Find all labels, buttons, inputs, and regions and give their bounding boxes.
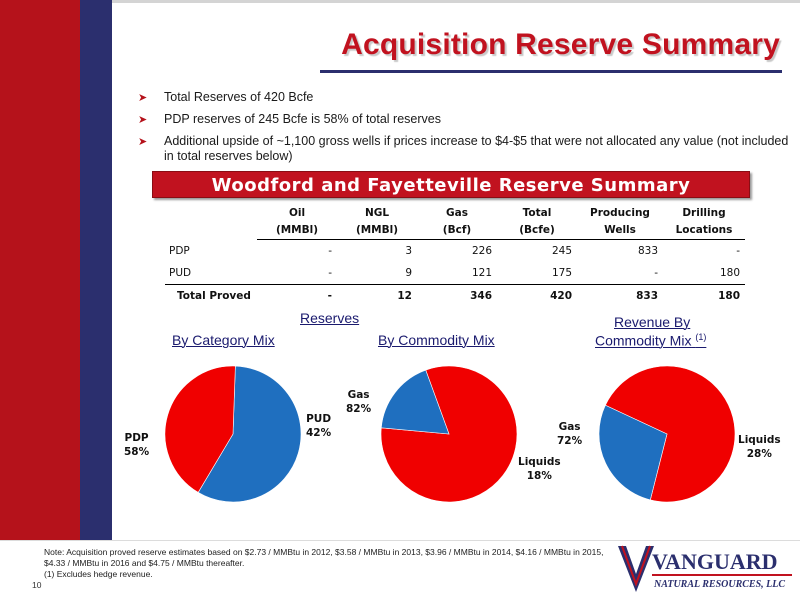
commodity-pie-chart	[378, 363, 520, 505]
pie-label-liquids: Liquids 28%	[738, 434, 781, 460]
table-cell: 245	[551, 245, 572, 257]
table-row	[165, 262, 745, 285]
pie-slices	[599, 366, 735, 502]
row-label: Total Proved	[165, 285, 257, 308]
table-cell: 180	[719, 267, 740, 279]
reserve-summary-banner: Woodford and Fayetteville Reserve Summary	[152, 171, 750, 198]
bullet-text: PDP reserves of 245 Bcfe is 58% of total reserves	[164, 112, 441, 126]
logo-rule	[652, 574, 792, 576]
table-cell: -	[328, 267, 332, 279]
category-pie-chart	[162, 363, 304, 505]
bullet-item	[138, 90, 793, 105]
by-category-heading: By Category Mix	[172, 332, 275, 348]
bullet-text: Additional upside of ~1,100 gross wells if prices increase to $4-$5 that were not allocated any value (not included in total reserves below)	[164, 134, 789, 163]
pie-label-gas: Gas 82%	[346, 389, 372, 415]
table-cell: 121	[471, 267, 492, 279]
bullet-list	[138, 90, 793, 171]
column-unit: Locations	[663, 222, 745, 240]
table-cell: -	[328, 245, 332, 257]
table-cell: 833	[577, 285, 663, 308]
page-number: 10	[32, 580, 42, 590]
table-cell: 226	[471, 245, 492, 257]
revenue-commodity-heading: Commodity Mix $^{(1)}$	[595, 332, 707, 349]
table-cell: 175	[551, 267, 572, 279]
arrow-bullet-icon: ➤	[138, 92, 148, 104]
pie-label-liquids: Liquids 18%	[518, 456, 561, 482]
table-cell: 833	[637, 245, 658, 257]
vanguard-logo	[612, 538, 798, 598]
table-header-row	[165, 222, 745, 240]
pie-label-gas: Gas 72%	[557, 421, 583, 447]
left-red-bar	[0, 0, 80, 540]
table-cell: 9	[405, 267, 412, 279]
arrow-bullet-icon: ➤	[138, 114, 148, 126]
hedge-footnote: (1) Excludes hedge revenue.	[44, 569, 153, 579]
reserve-summary-table	[165, 205, 745, 307]
left-navy-bar	[80, 0, 112, 540]
column-header: Total	[522, 207, 552, 219]
row-label: PDP	[169, 244, 190, 257]
table-cell: -	[654, 267, 658, 279]
table-cell: -	[257, 285, 337, 308]
table-cell: 180	[663, 285, 745, 308]
column-header: Gas	[446, 207, 468, 219]
footnote-block	[44, 547, 619, 580]
table-cell: 346	[417, 285, 497, 308]
table-header-row	[165, 205, 745, 222]
slide-title: Acquisition Reserve Summary	[341, 28, 780, 61]
row-label: PUD	[169, 267, 192, 279]
table-cell: 420	[497, 285, 577, 308]
pie-slices	[165, 366, 301, 502]
table-cell: 12	[337, 285, 417, 308]
column-header: Drilling	[682, 207, 726, 219]
pie-label-pud: PUD 42%	[306, 413, 332, 439]
pie-label-pdp: PDP 58%	[124, 432, 150, 458]
logo-wordmark: VANGUARD	[652, 549, 778, 574]
column-unit: Wells	[577, 222, 663, 240]
arrow-bullet-icon: ➤	[138, 136, 148, 148]
top-band	[112, 0, 800, 3]
reserves-heading: Reserves	[300, 310, 360, 326]
bullet-text: Total Reserves of 420 Bcfe	[164, 90, 314, 104]
table-row	[165, 240, 745, 263]
pie-slices	[381, 366, 517, 502]
revenue-by-heading: Revenue By	[614, 314, 691, 330]
revenue-pie-chart	[596, 363, 738, 505]
column-header: Oil	[288, 207, 306, 219]
table-cell: -	[736, 245, 740, 257]
price-note: Note: Acquisition proved reserve estimates based on $2.73 / MMBtu in 2012, $3.58 / MMBtu in 2013, $3.96 / MMBtu in 2014, $4.16 / MMBtu in 2015, $4.33 / MMBtu in 2016 and $4.75 / MMBtu thereafter.	[44, 547, 604, 568]
table-cell: 3	[405, 245, 412, 257]
column-unit: (Bcfe)	[497, 222, 577, 240]
column-unit: (Bcf)	[417, 222, 497, 240]
bullet-item	[138, 112, 793, 127]
column-unit: (MMBl)	[337, 222, 417, 240]
table-total-row	[165, 285, 745, 308]
footnote-marker: (1)	[695, 332, 707, 342]
bullet-item	[138, 134, 793, 164]
column-header: NGL	[364, 207, 390, 219]
column-unit: (MMBl)	[257, 222, 337, 240]
title-underline	[320, 70, 782, 73]
by-commodity-heading: By Commodity Mix	[378, 332, 495, 348]
column-header: Producing	[590, 207, 650, 219]
logo-subtitle: NATURAL RESOURCES, LLC	[654, 579, 786, 590]
